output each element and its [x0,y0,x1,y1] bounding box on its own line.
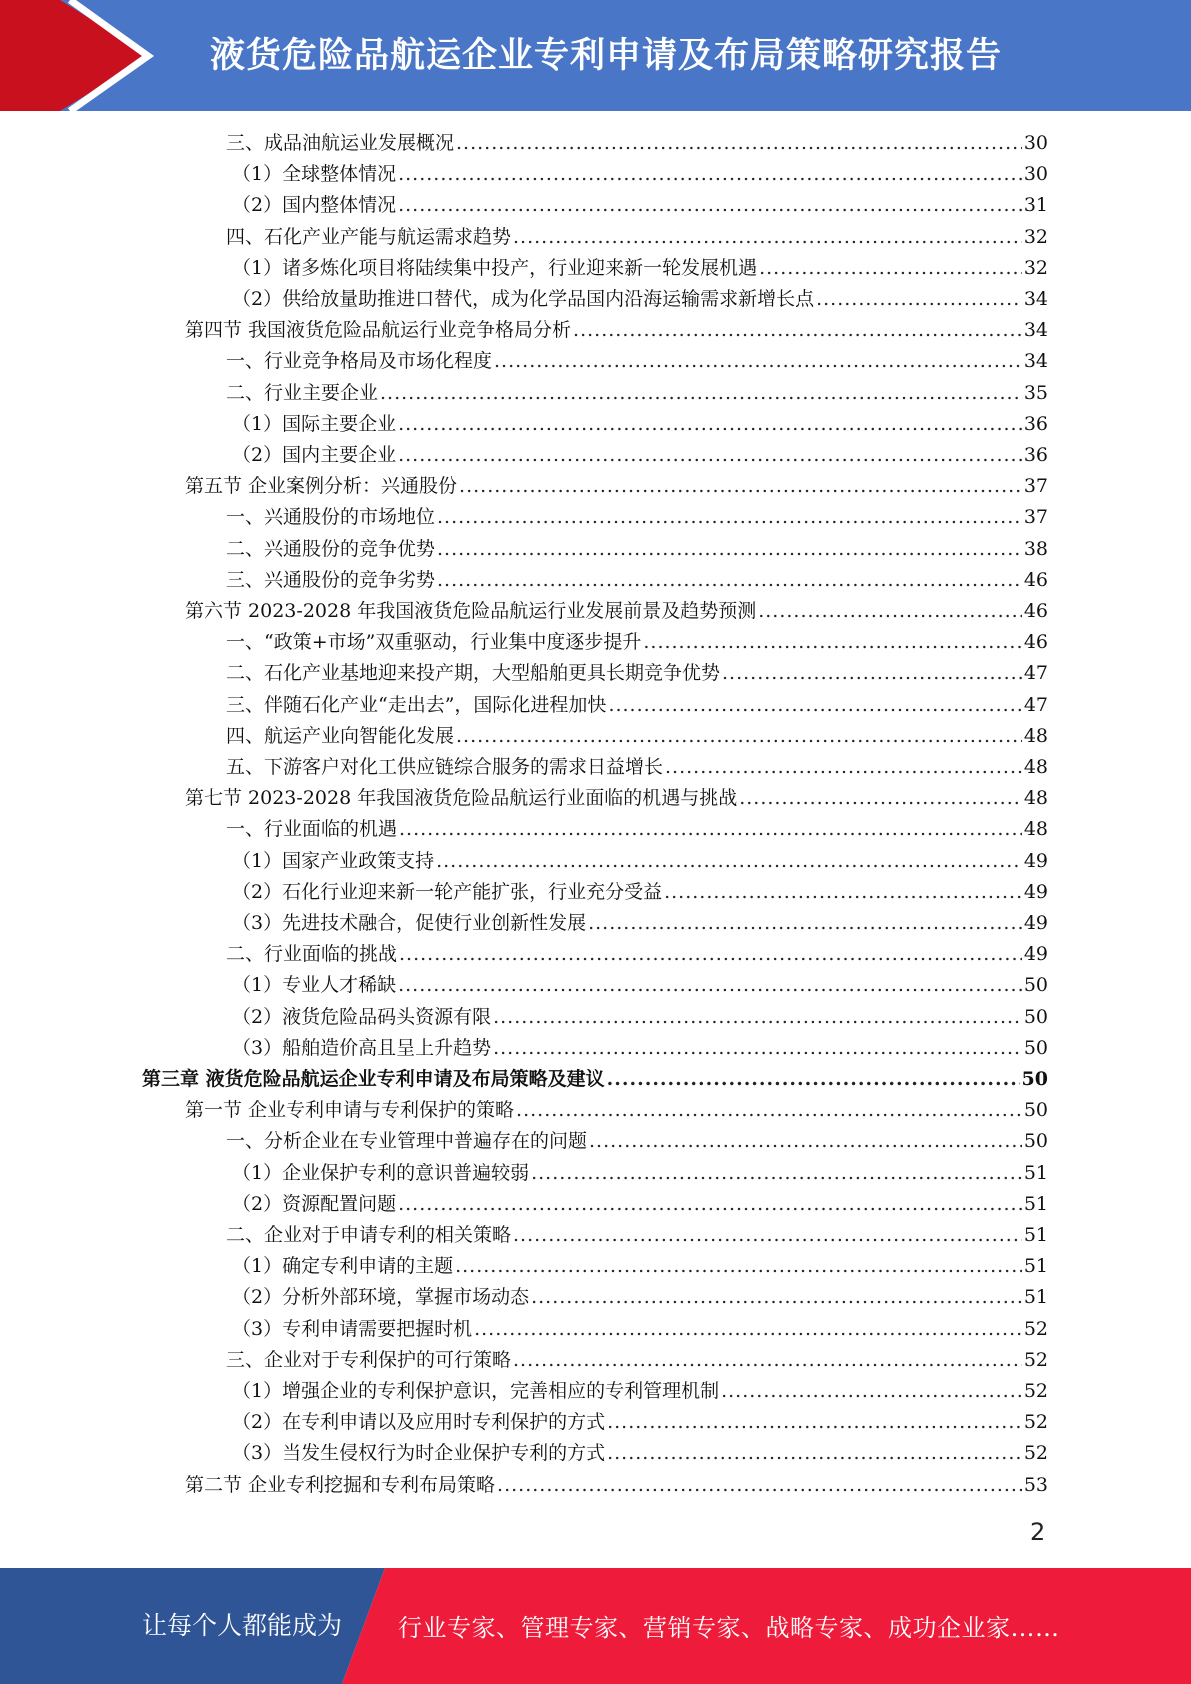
toc-entry-page: 34 [1023,319,1048,341]
toc-entry-page: 36 [1023,444,1048,466]
toc-entry[interactable] [232,908,1048,939]
toc-leader-dots [399,939,1022,970]
toc-entry[interactable] [232,846,1048,877]
toc-leader-dots [607,1064,1020,1095]
toc-leader-dots [398,409,1022,440]
toc-entry-title: 第五节 企业案例分析：兴通股份 [185,475,458,497]
toc-entry-page: 53 [1023,1474,1048,1496]
toc-entry[interactable] [142,1064,1048,1095]
toc-entry-title: 一、“政策+市场”双重驱动，行业集中度逐步提升 [226,631,642,653]
toc-entry-page: 50 [1023,1037,1048,1059]
toc-leader-dots [455,1251,1022,1282]
toc-entry-title: （1）增强企业的专利保护意识，完善相应的专利管理机制 [232,1380,720,1402]
toc-leader-dots [437,565,1022,596]
toc-entry[interactable] [226,1220,1048,1251]
toc-entry[interactable] [226,378,1048,409]
toc-entry[interactable] [185,315,1048,346]
toc-entry-title: （3）先进技术融合，促使行业创新性发展 [232,912,587,934]
toc-entry-title: 二、石化产业基地迎来投产期，大型船舶更具长期竞争优势 [226,662,721,684]
toc-leader-dots [531,1158,1022,1189]
toc-leader-dots [531,1282,1022,1313]
toc-entry[interactable] [232,1376,1048,1407]
toc-leader-dots [494,346,1022,377]
toc-leader-dots [573,315,1022,346]
toc-entry-title: 五、下游客户对化工供应链综合服务的需求日益增长 [226,756,664,778]
toc-entry[interactable] [232,1438,1048,1469]
toc-entry-page: 49 [1023,881,1048,903]
toc-entry[interactable] [185,471,1048,502]
toc-leader-dots [513,1220,1022,1251]
toc-entry-title: 二、企业对于申请专利的相关策略 [226,1224,512,1246]
toc-entry-title: 第七节 2023-2028 年我国液货危险品航运行业面临的机遇与挑战 [185,787,738,809]
toc-entry-title: 四、石化产业产能与航运需求趋势 [226,226,512,248]
toc-leader-dots [474,1314,1022,1345]
toc-entry[interactable] [226,502,1048,533]
toc-entry-title: 第六节 2023-2028 年我国液货危险品航运行业发展前景及趋势预测 [185,600,757,622]
toc-entry-page: 51 [1023,1286,1048,1308]
toc-entry-title: （2）资源配置问题 [232,1193,397,1215]
toc-leader-dots [516,1095,1022,1126]
toc-entry-title: 第四节 我国液货危险品航运行业竞争格局分析 [185,319,572,341]
toc-entry-page: 31 [1023,194,1048,216]
toc-entry[interactable] [226,721,1048,752]
toc-entry-page: 49 [1023,912,1048,934]
toc-entry-title: （2）国内主要企业 [232,444,397,466]
toc-entry[interactable] [232,284,1048,315]
toc-entry[interactable] [232,159,1048,190]
page-number: 2 [1030,1518,1046,1546]
toc-entry-page: 32 [1023,257,1048,279]
toc-entry-title: 一、兴通股份的市场地位 [226,506,436,528]
toc-entry-title: 四、航运产业向智能化发展 [226,725,455,747]
toc-entry-page: 37 [1023,506,1048,528]
toc-entry[interactable] [226,658,1048,689]
toc-leader-dots [497,1470,1022,1501]
toc-entry-title: （1）专业人才稀缺 [232,974,397,996]
toc-leader-dots [399,814,1022,845]
toc-leader-dots [588,908,1022,939]
toc-leader-dots [398,190,1022,221]
toc-leader-dots [437,534,1022,565]
toc-entry-page: 46 [1023,600,1048,622]
toc-entry-page: 51 [1023,1162,1048,1184]
toc-entry-page: 52 [1023,1318,1048,1340]
toc-entry[interactable] [232,253,1048,284]
toc-leader-dots [398,1189,1022,1220]
toc-entry-page: 30 [1023,163,1048,185]
toc-entry-title: 第一节 企业专利申请与专利保护的策略 [185,1099,515,1121]
report-title: 液货危险品航运企业专利申请及布局策略研究报告 [210,36,1003,76]
toc-leader-dots [722,658,1022,689]
toc-entry-page: 30 [1023,132,1048,154]
toc-entry-page: 51 [1023,1193,1048,1215]
toc-leader-dots [456,128,1022,159]
toc-entry-page: 46 [1023,631,1048,653]
toc-entry[interactable] [185,1095,1048,1126]
toc-entry[interactable] [232,1282,1048,1313]
toc-entry-title: （2）在专利申请以及应用时专利保护的方式 [232,1411,606,1433]
toc-leader-dots [456,721,1022,752]
toc-entry-title: （2）供给放量助推进口替代，成为化学品国内沿海运输需求新增长点 [232,288,815,310]
toc-entry[interactable] [232,1314,1048,1345]
toc-entry[interactable] [226,565,1048,596]
toc-entry-page: 47 [1023,662,1048,684]
toc-entry-page: 50 [1021,1068,1048,1090]
toc-entry-title: 三、成品油航运业发展概况 [226,132,455,154]
toc-leader-dots [398,970,1022,1001]
toc-entry[interactable] [226,1126,1048,1157]
toc-entry[interactable] [185,596,1048,627]
toc-entry-title: 三、企业对于专利保护的可行策略 [226,1349,512,1371]
toc-entry-title: 一、分析企业在专业管理中普遍存在的问题 [226,1130,588,1152]
toc-entry[interactable] [232,877,1048,908]
toc-entry-page: 52 [1023,1349,1048,1371]
toc-entry[interactable] [232,409,1048,440]
toc-entry-page: 51 [1023,1255,1048,1277]
page-footer [0,1568,1191,1684]
toc-leader-dots [589,1126,1022,1157]
footer-slogan-left: 让每个人都能成为 [142,1611,343,1640]
toc-entry-page: 36 [1023,413,1048,435]
toc-entry-title: （2）国内整体情况 [232,194,397,216]
toc-entry-page: 52 [1023,1380,1048,1402]
toc-entry[interactable] [226,752,1048,783]
toc-leader-dots [459,471,1022,502]
toc-leader-dots [721,1376,1022,1407]
toc-entry-page: 51 [1023,1224,1048,1246]
toc-entry[interactable] [232,1158,1048,1189]
toc-entry-page: 34 [1023,350,1048,372]
toc-entry[interactable] [232,1407,1048,1438]
toc-entry-page: 34 [1023,288,1048,310]
toc-entry-page: 52 [1023,1411,1048,1433]
toc-entry[interactable] [226,690,1048,721]
toc-leader-dots [759,253,1022,284]
toc-entry[interactable] [226,627,1048,658]
toc-leader-dots [513,222,1022,253]
toc-entry-title: （2）石化行业迎来新一轮产能扩张，行业充分受益 [232,881,663,903]
toc-entry-title: （1）全球整体情况 [232,163,397,185]
toc-leader-dots [607,1438,1022,1469]
toc-leader-dots [608,690,1021,721]
toc-entry[interactable] [232,1002,1048,1033]
toc-leader-dots [380,378,1022,409]
toc-entry[interactable] [232,1033,1048,1064]
toc-entry-title: （1）确定专利申请的主题 [232,1255,454,1277]
toc-entry-page: 48 [1023,756,1048,778]
toc-leader-dots [643,627,1021,658]
toc-entry-title: （1）国际主要企业 [232,413,397,435]
toc-leader-dots [758,596,1022,627]
toc-entry-title: （3）当发生侵权行为时企业保护专利的方式 [232,1442,606,1464]
toc-entry-page: 38 [1023,538,1048,560]
toc-entry-title: 一、行业竞争格局及市场化程度 [226,350,493,372]
toc-entry-page: 47 [1023,694,1048,716]
toc-entry-title: （2）液货危险品码头资源有限 [232,1006,492,1028]
page-header [0,0,1191,111]
toc-leader-dots [664,877,1022,908]
toc-entry[interactable] [232,1189,1048,1220]
toc-entry-title: 二、行业主要企业 [226,382,379,404]
toc-leader-dots [436,846,1022,877]
toc-entry-page: 50 [1023,1099,1048,1121]
toc-entry-title: 第二节 企业专利挖掘和专利布局策略 [185,1474,496,1496]
toc-entry-title: 三、伴随石化产业“走出去”，国际化进程加快 [226,694,607,716]
toc-entry-page: 50 [1023,1006,1048,1028]
toc-entry-page: 52 [1023,1442,1048,1464]
toc-leader-dots [493,1002,1022,1033]
toc-entry[interactable] [226,534,1048,565]
toc-entry-title: （1）企业保护专利的意识普遍较弱 [232,1162,530,1184]
toc-leader-dots [513,1345,1022,1376]
toc-entry-title: （1）诸多炼化项目将陆续集中投产，行业迎来新一轮发展机遇 [232,257,758,279]
toc-entry-page: 48 [1023,787,1048,809]
toc-entry-title: 第三章 液货危险品航运企业专利申请及布局策略及建议 [142,1068,605,1090]
toc-entry-page: 35 [1023,382,1048,404]
toc-entry-title: 三、兴通股份的竞争劣势 [226,569,436,591]
toc-leader-dots [607,1407,1022,1438]
toc-entry-page: 32 [1023,226,1048,248]
toc-leader-dots [739,783,1022,814]
toc-entry[interactable] [226,222,1048,253]
toc-entry-page: 50 [1023,974,1048,996]
toc-entry[interactable] [232,1251,1048,1282]
toc-entry-title: 一、行业面临的机遇 [226,818,398,840]
toc-entry-page: 49 [1023,943,1048,965]
toc-leader-dots [816,284,1022,315]
footer-slogan-right: 行业专家、管理专家、营销专家、战略专家、成功企业家…… [398,1614,1060,1642]
toc-entry-page: 48 [1023,725,1048,747]
toc-entry-title: （3）专利申请需要把握时机 [232,1318,473,1340]
toc-entry[interactable] [226,814,1048,845]
toc-entry[interactable] [185,783,1048,814]
toc-entry-title: （1）国家产业政策支持 [232,850,435,872]
toc-leader-dots [665,752,1022,783]
toc-entry[interactable] [232,190,1048,221]
toc-leader-dots [437,502,1022,533]
toc-entry[interactable] [185,1470,1048,1501]
toc-entry-title: 二、行业面临的挑战 [226,943,398,965]
toc-entry-page: 48 [1023,818,1048,840]
toc-entry[interactable] [226,1345,1048,1376]
toc-entry-title: 二、兴通股份的竞争优势 [226,538,436,560]
toc-entry-page: 49 [1023,850,1048,872]
toc-entry[interactable] [226,346,1048,377]
toc-entry-page: 50 [1023,1130,1048,1152]
toc-entry-page: 37 [1023,475,1048,497]
toc-leader-dots [398,440,1022,471]
toc-leader-dots [493,1033,1022,1064]
toc-entry[interactable] [226,939,1048,970]
toc-entry[interactable] [232,970,1048,1001]
toc-entry[interactable] [232,440,1048,471]
toc-entry[interactable] [226,128,1048,159]
toc-entry-page: 46 [1023,569,1048,591]
toc-leader-dots [398,159,1022,190]
toc-entry-title: （3）船舶造价高且呈上升趋势 [232,1037,492,1059]
toc-entry-title: （2）分析外部环境，掌握市场动态 [232,1286,530,1308]
